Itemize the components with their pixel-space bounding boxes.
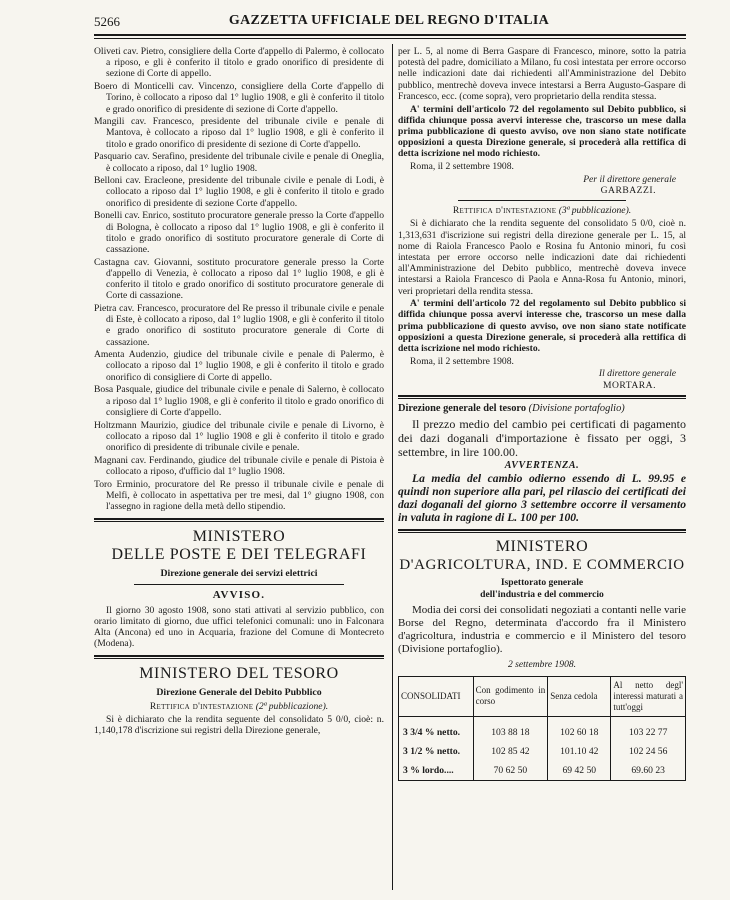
avvertenza-heading: AVVERTENZA.	[504, 460, 580, 472]
entry-bonelli: Bonelli cav. Enrico, sostituto procuratore generale presso la Corte d'appello di Bologna, è collocato a riposo dal 1° luglio 1908, e gli è conferito il titolo e grado onorifico di sostituto procuratore generale di Corte di cassazione.	[94, 210, 384, 255]
cell-al-netto: 102 24 56	[611, 742, 686, 761]
rettifica-2-notice: A' termini dell'articolo 72 del regolamento sul Debito pubblico si diffida chiunque possa avervi interesse che, trascorso un mese dalla prima pubblicazione di questo avviso, ove non siano state notificate opposizioni a questa Direzione generale, si procederà alla rettifica di detta iscrizione nel modo richiesto.	[398, 298, 686, 355]
entry-toro: Toro Erminio, procuratore del Re presso il tribunale civile e penale di Melfi, è collocato in aspettativa per tre mesi, dal 1° giugno 1908, con l'assegno in ragione della metà dello stipendio.	[94, 478, 384, 512]
page-number: 5266	[94, 14, 120, 29]
rettifica-1-notice: A' termini dell'articolo 72 del regolamento sul Debito pubblico, si diffida chiunque possa avervi interesse che, trascorso un mese dalla prima pubblicazione di questo avviso, ove non siano state notificate opposizioni a questa Direzione generale, si procederà alla rettifica di detta iscrizione nel modo richiesto.	[398, 103, 686, 160]
page-header	[94, 12, 684, 32]
tesoro-section	[94, 665, 384, 736]
appointments-list	[94, 46, 384, 512]
table-row	[399, 761, 686, 781]
col-header-godimento: Con godimento in corso	[473, 676, 548, 716]
section-separator-3	[398, 395, 686, 399]
signature-2-name: MORTARA.	[602, 379, 656, 391]
poste-divider	[134, 584, 344, 585]
entry-mangili: Mangili cav. Francesco, presidente del tribunale civile e penale di Mantova, è collocato a riposo dal 1° luglio 1908, e gli è conferito il titolo e grado onorifico di presidente di sezione di Corte d'appello.	[94, 116, 384, 150]
rettifica-2-date: Roma, il 2 settembre 1908.	[410, 355, 514, 367]
header-rule-thin	[94, 38, 686, 39]
column-separator	[392, 44, 393, 890]
agri-ministry-line2: D'AGRICOLTURA, IND. E COMMERCIO	[399, 557, 685, 574]
poste-avviso-heading: AVVISO.	[212, 589, 266, 602]
ispettorato-line2: dell'industria e del commercio	[480, 588, 604, 600]
row-label: 3 1/2 % netto.	[399, 742, 474, 761]
col-header-al-netto: Al netto degl' interessi maturati a tutt'oggi	[611, 676, 686, 716]
tesoro-ministry: MINISTERO DEL TESORO	[139, 665, 339, 683]
entry-belloni: Belloni cav. Eracleone, presidente del tribunale civile e penale di Lodi, è collocato a riposo dal 1° luglio 1908, e gli è conferito il titolo e grado onorifico di presidente di sezione Corte d'appello.	[94, 175, 384, 209]
entry-magnani: Magnani cav. Ferdinando, giudice del tribunale civile e penale di Pistoia è collocato a riposo, d'ufficio dal 1° luglio 1908.	[94, 454, 384, 477]
entry-pietra: Pietra cav. Francesco, procuratore del Re presso il tribunale civile e penale di Este, è collocato a riposo, dal 1° luglio 1908, e gli è conferito il titolo e grado onorifico di sostituto procuratore generale di Corte di cassazione.	[94, 302, 384, 348]
cell-godimento: 70 62 50	[473, 761, 548, 781]
signature-2-title: Il direttore generale	[598, 368, 676, 380]
header-rule	[94, 34, 686, 36]
table-row	[399, 716, 686, 742]
entry-pasquario: Pasquario cav. Serafino, presidente del tribunale civile e penale di Oneglia, è collocato a riposo, dal 1° luglio 1908.	[94, 151, 384, 174]
rettifica-1-continuation: per L. 5, al nome di Berra Gaspare di Francesco, minore, sotto la patria potestà del padre, domiciliato a Milano, fu così intestata per errore occorso nelle indicazioni date dai richiedenti all'Amministrazione del Debito pubblico, mentrechè doveva invece intestarsi a Berra Augusto-Gaspare di Francesco, ecc. (come sopra), vero proprietario della rendita stessa.	[398, 46, 686, 102]
cell-al-netto: 69.60 23	[611, 761, 686, 781]
section-separator	[94, 518, 384, 522]
signature-1-name: GARBAZZI.	[600, 184, 656, 196]
rettifica-2-pub: (3ª pubblicazione).	[558, 205, 632, 217]
right-column	[398, 46, 686, 781]
gazette-title: GAZZETTA UFFICIALE DEL REGNO D'ITALIA	[228, 13, 550, 28]
poste-ministry-line1: MINISTERO	[192, 528, 286, 546]
rettifica-2-label: Rettifica d'intestazione	[452, 205, 557, 217]
tesoro-direction: Direzione Generale del Debito Pubblico	[156, 687, 322, 699]
rettifica-1-pub: (2ª pubblicazione).	[255, 700, 329, 712]
ispettorato-line1: Ispettorato generale	[500, 577, 584, 589]
rettifica-1-label: Rettifica d'intestazione	[149, 700, 254, 712]
tesoro-direction-heading	[398, 403, 686, 414]
entry-castagna: Castagna cav. Giovanni, sostituto procuratore generale presso la Corte d'appello di Venezia, è collocato a riposo dal 1° luglio 1908, e gli è conferito il titolo e grado onorifico di sostituto procuratore generale di Corte di cassazione.	[94, 256, 384, 302]
rettifica-1-text: Si è dichiarato che la rendita seguente del consolidato 5 0/0, cioè: n. 1,140,178 d'iscrizione sui registri della Direzione generale,	[94, 713, 384, 736]
poste-direction: Direzione generale dei servizi elettrici	[160, 568, 318, 580]
row-label: 3 % lordo....	[399, 761, 474, 781]
poste-avviso-text: Il giorno 30 agosto 1908, sono stati attivati al servizio pubblico, con orario limitato di giorno, due uffici telefonici comunali: uno in Falconara Alta (Ancona) ed uno in Acquaria, frazione del Comune di Montecreto (Modena).	[94, 604, 384, 650]
cell-senza-cedola: 69 42 50	[548, 761, 611, 781]
table-header-row	[399, 676, 686, 716]
table-date: 2 settembre 1908.	[507, 658, 577, 670]
cell-senza-cedola: 101.10 42	[548, 742, 611, 761]
col-header-senza-cedola: Senza cedola	[548, 676, 611, 716]
rettifica-divider	[458, 200, 626, 201]
prezzo-cambio-text: Il prezzo medio del cambio pei certificati di pagamento dei dazi doganali d'importazione è fissato per oggi, 3 settembre, in lire 100.00.	[398, 417, 686, 460]
cell-godimento: 103 88 18	[473, 716, 548, 742]
rettifica-1-date: Roma, il 2 settembre 1908.	[410, 161, 514, 173]
tesoro-division: (Divisione portafoglio)	[528, 402, 625, 414]
cell-godimento: 102 85 42	[473, 742, 548, 761]
table-row	[399, 742, 686, 761]
modia-text: Modia dei corsi dei consolidati negoziati a contanti nelle varie Borse del Regno, determinata d'accordo fra il Ministero d'agricoltura, industria e commercio e il Ministero del tesoro (Divisione portafoglio).	[398, 603, 686, 655]
entry-holtzmann: Holtzmann Maurizio, giudice del tribunale civile e penale di Livorno, è collocato a riposo dal 1° luglio 1908 e gli è conferito il titolo e grado onorifico di presidente di tribunale civile e penale.	[94, 419, 384, 453]
cell-al-netto: 103 22 77	[611, 716, 686, 742]
entry-oliveti: Oliveti cav. Pietro, consigliere della Corte d'appello di Palermo, è collocato a riposo, e gli è conferito il titolo e grado onorifico di presidente di sezione di Corte di appello.	[94, 46, 384, 80]
poste-section	[94, 528, 384, 649]
cell-senza-cedola: 102 60 18	[548, 716, 611, 742]
rettifica-2-heading	[398, 205, 686, 216]
signature-1-title: Per il direttore generale	[583, 173, 676, 185]
row-label: 3 3/4 % netto.	[399, 716, 474, 742]
agri-ministry-line1: MINISTERO	[495, 538, 589, 556]
tesoro-direction-name: Direzione generale del tesoro	[398, 402, 527, 414]
entry-amenta: Amenta Audenzio, giudice del tribunale civile e penale di Palermo, è collocato a riposo dal 1° luglio 1908, e gli è conferito il titolo e grado onorifico di consigliere di Corte di appello.	[94, 349, 384, 383]
consolidati-table	[398, 676, 686, 781]
poste-ministry-line2: DELLE POSTE E DEI TELEGRAFI	[111, 546, 367, 564]
rettifica-2-text: Si è dichiarato che la rendita seguente del consolidato 5 0/0, cioè n. 1,313,631 d'iscrizione sui registri della direzione generale per L. 15, al nome di Raiola Francesco Paolo e Rosina fu Antonio minori, fu così intestata per errore occorso nelle indicazioni date dai richiedenti all'Amministrazione del Debito pubblico, mentrechè doveva invece intestarsi a Raiola Francesco di Paola e Anna-Rosa fu Antonio, minori, veri proprietari della rendita stessa.	[398, 218, 686, 297]
entry-boero: Boero di Monticelli cav. Vincenzo, consigliere della Corte d'appello di Torino, è collocato a riposo dal 1° luglio 1908, e gli è conferito il titolo e grado onorifico di presidente di sezione di Corte d'appello.	[94, 81, 384, 115]
avvertenza-text: La media del cambio odierno essendo di L. 99.95 e quindi non superiore alla pari, pel rilascio dei certificati dei dazi doganali del giorno 3 settembre occorre il versamento in valuta in ragione di L. 100 per 100.	[398, 472, 686, 525]
section-separator-4	[398, 529, 686, 533]
section-separator-2	[94, 655, 384, 659]
rettifica-1-heading	[94, 701, 384, 712]
left-column	[94, 46, 384, 738]
col-header-consolidati: CONSOLIDATI	[399, 676, 474, 716]
entry-bosa: Bosa Pasquale, giudice del tribunale civile e penale di Salerno, è collocato a riposo dal 1° luglio 1908, e gli è conferito il titolo e grado onorifico di consigliere di Corte d'appello.	[94, 384, 384, 418]
